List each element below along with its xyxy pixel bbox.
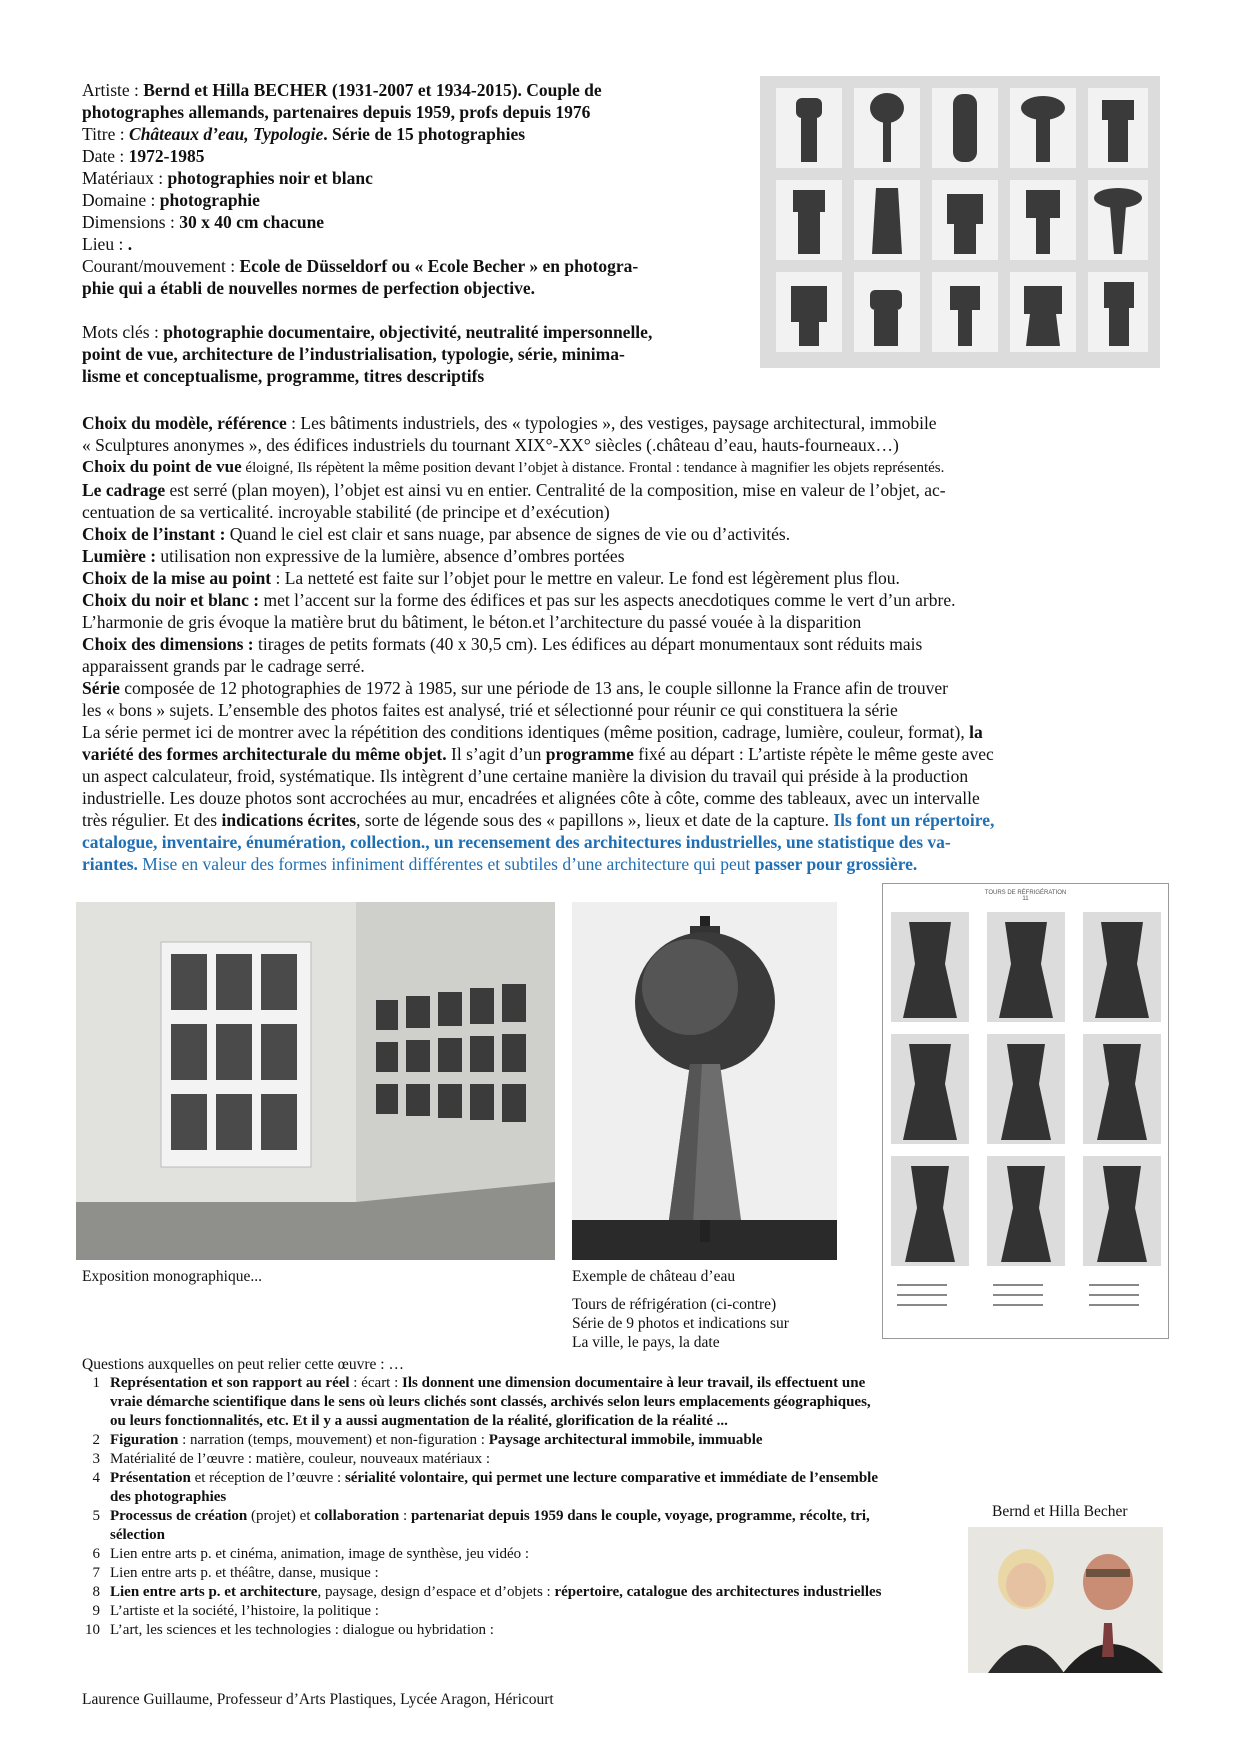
serie-text-5: un aspect calculateur, froid, systématique. Ils intègrent d’une certaine manière la division du travail qui préside à la production [82, 766, 969, 786]
serie-text-3: La série permet ici de montrer avec la répétition des conditions identiques (même position, cadrage, lumière, couleur, format), [82, 722, 970, 742]
question-t: : narration (temps, mouvement) et non-figuration : [178, 1432, 489, 1448]
question-v: partenariat depuis 1959 dans le couple, voyage, programme, récolte, tri, sélection [110, 1508, 870, 1543]
caption-tours-2: Série de 9 photos et indications sur [572, 1315, 789, 1332]
serie-heading: Série [82, 678, 120, 698]
serie-text-9c: passer pour grossière. [754, 854, 918, 874]
question-v: Paysage architectural immobile, immuable [488, 1432, 763, 1448]
question-t: (projet) et [247, 1508, 315, 1524]
plate-number: 11 [1022, 896, 1029, 902]
question-number: 1 [92, 1375, 100, 1391]
modele-text-2: « Sculptures anonymes », des édifices industriels du tournant XIX°-XX° siècles (.château d’eau, hauts-fourneaux…) [82, 435, 899, 455]
lieu-label: Lieu : [82, 234, 128, 254]
question-b: Processus de création [110, 1508, 248, 1524]
question-item [82, 1431, 882, 1450]
cadrage-text: est serré (plan moyen), l’objet est ainsi vu en entier. Centralité de la composition, mise en valeur de l’objet, ac- [165, 480, 946, 500]
serie-text-4d: fixé au départ : L’artiste répète le même geste avec [633, 744, 994, 764]
modele-heading: Choix du modèle, référence [82, 413, 287, 433]
questions-intro: Questions auxquelles on peut relier cette œuvre : … [82, 1356, 404, 1373]
dim-text: tirages de petits formats (40 x 30,5 cm). Les édifices au départ monumentaux sont réduits mais [253, 634, 923, 654]
serie-text-8: catalogue, inventaire, énumération, collection., un recensement des architectures industrielles, une statistique des va- [82, 832, 951, 852]
mots-label: Mots clés : [82, 322, 164, 342]
domaine-value: photographie [159, 190, 260, 210]
question-t: , paysage, design d’espace et d’objets : [317, 1584, 555, 1600]
question-number: 2 [92, 1432, 100, 1448]
question-item [82, 1602, 882, 1621]
courant-label: Courant/mouvement : [82, 256, 240, 276]
courant-value-2: phie qui a établi de nouvelles normes de perfection objective. [82, 278, 536, 298]
question-t: Matérialité de l’œuvre : matière, couleur, nouveaux matériaux : [110, 1451, 491, 1467]
serie-text-7b: indications écrites [221, 810, 357, 830]
question-t: et réception de l’œuvre : [190, 1470, 345, 1486]
dimensions-label: Dimensions : [82, 212, 180, 232]
question-number: 5 [92, 1508, 100, 1524]
dim-text-2: apparaissent grands par le cadrage serré. [82, 656, 365, 676]
questions-list [82, 1374, 882, 1640]
water-towers-grid-photo [760, 76, 1160, 368]
exhibition-photo [76, 902, 555, 1260]
plate-title: TOURS DE RÉFRIGÉRATION [984, 890, 1067, 896]
serie-text-7a: très régulier. Et des [82, 810, 222, 830]
instant-heading: Choix de l’instant : [82, 524, 226, 544]
question-b: Figuration [110, 1432, 179, 1448]
serie-text-1: composée de 12 photographies de 1972 à 1985, sur une période de 13 ans, le couple sillonne la France afin de trouver [119, 678, 948, 698]
question-item [82, 1507, 882, 1545]
date-value: 1972-1985 [128, 146, 205, 166]
serie-text-2: les « bons » sujets. L’ensemble des photos faites est analysé, trié et sélectionné pour réunir ce qui constituera la série [82, 700, 898, 720]
artiste-value-2: photographes allemands, partenaires depuis 1959, profs depuis 1976 [82, 102, 591, 122]
artiste-value: Bernd et Hilla BECHER (1931-2007 et 1934-2015). Couple de [143, 80, 602, 100]
cadrage-text-2: centuation de sa verticalité. incroyable stabilité (de principe et d’exécution) [82, 502, 610, 522]
titre-rest: . Série de 15 photographies [323, 124, 526, 144]
question-t: Lien entre arts p. et théâtre, danse, musique : [110, 1565, 379, 1581]
titre-label: Titre : [82, 124, 130, 144]
becher-portrait-photo [968, 1527, 1163, 1673]
water-tower-photo [572, 902, 837, 1260]
map-text: : La netteté est faite sur l’objet pour le mettre en valeur. Le fond est légèrement plus flou. [271, 568, 900, 588]
dimensions-value: 30 x 40 cm chacune [179, 212, 325, 232]
footer-author: Laurence Guillaume, Professeur d’Arts Plastiques, Lycée Aragon, Héricourt [82, 1691, 554, 1708]
serie-text-6: industrielle. Les douze photos sont accrochées au mur, encadrées et alignées côte à côte, comme des tableaux, avec un intervalle [82, 788, 980, 808]
caption-exemple: Exemple de château d’eau [572, 1268, 736, 1285]
question-number: 7 [92, 1565, 100, 1581]
question-item [82, 1583, 882, 1602]
lieu-value: . [127, 234, 133, 254]
serie-text-9a: riantes. [82, 854, 138, 874]
pdv-text: éloigné, Ils répètent la même position devant l’objet à distance. Frontal : tendance à magnifier les objets représentés. [241, 460, 945, 476]
header-info [82, 79, 762, 387]
lumiere-heading: Lumière : [82, 546, 157, 566]
question-v: sérialité volontaire, qui permet une lecture comparative et immédiate de l’ensemble des photographies [110, 1470, 879, 1505]
mots-value-2: point de vue, architecture de l’industrialisation, typologie, série, minima- [82, 344, 625, 364]
date-label: Date : [82, 146, 129, 166]
serie-text-3b: la [969, 722, 983, 742]
modele-text: : Les bâtiments industriels, des « typologies », des vestiges, paysage architectural, immobile [286, 413, 937, 433]
caption-tours-1: Tours de réfrigération (ci-contre) [572, 1296, 777, 1313]
dim-heading: Choix des dimensions : [82, 634, 254, 654]
question-b: Représentation et son rapport au réel [110, 1375, 350, 1391]
question-number: 6 [92, 1546, 100, 1562]
question-b2: collaboration [314, 1508, 400, 1524]
nb-text: met l’accent sur la forme des édifices et pas sur les aspects anecdotiques comme le vert d’un arbre. [259, 590, 956, 610]
question-item [82, 1564, 882, 1583]
cadrage-heading: Le cadrage [82, 480, 166, 500]
question-number: 9 [92, 1603, 100, 1619]
question-number: 10 [85, 1622, 100, 1638]
artiste-label: Artiste : [82, 80, 144, 100]
instant-text: Quand le ciel est clair et sans nuage, par absence de signes de vie ou d’activités. [225, 524, 791, 544]
materiaux-value: photographies noir et blanc [167, 168, 373, 188]
serie-text-4c: programme [545, 744, 634, 764]
question-item [82, 1469, 882, 1507]
question-item [82, 1621, 882, 1640]
question-item [82, 1374, 882, 1431]
mots-value-3: lisme et conceptualisme, programme, titres descriptifs [82, 366, 485, 386]
cooling-towers-plate [882, 883, 1169, 1339]
question-number: 3 [92, 1451, 100, 1467]
question-t: : écart : [349, 1375, 403, 1391]
materiaux-label: Matériaux : [82, 168, 168, 188]
question-item [82, 1545, 882, 1564]
lumiere-text: utilisation non expressive de la lumière, absence d’ombres portées [156, 546, 625, 566]
serie-text-4b: Il s’agit d’un [446, 744, 546, 764]
question-v: répertoire, catalogue des architectures industrielles [554, 1584, 882, 1600]
question-v: Ils donnent une dimension documentaire à leur travail, ils effectuent une vraie démarche scientifique dans le sens où leurs clichés sont classés, archivés selon leurs emplacements géographiques, ou leurs fonctionnalités, etc. Et il y a aussi augmentation de la réalité, glorification de la réalité ... [110, 1375, 871, 1429]
question-t: L’art, les sciences et les technologies : dialogue ou hybridation : [110, 1622, 494, 1638]
question-t2: : [399, 1508, 411, 1524]
domaine-label: Domaine : [82, 190, 160, 210]
serie-text-4a: variété des formes architecturale du même objet. [82, 744, 447, 764]
nb-heading: Choix du noir et blanc : [82, 590, 260, 610]
question-t: L’artiste et la société, l’histoire, la politique : [110, 1603, 379, 1619]
serie-text-7c: , sorte de légende sous des « papillons », lieux et date de la capture. [356, 810, 834, 830]
question-t: Lien entre arts p. et cinéma, animation, image de synthèse, jeu vidéo : [110, 1546, 530, 1562]
analysis-text [82, 412, 1162, 875]
questions-section [82, 1355, 882, 1640]
titre-value: Châteaux d’eau, Typologie [129, 124, 324, 144]
nb-text-2: L’harmonie de gris évoque la matière brut du bâtiment, le béton.et l’architecture du passé vouée à la disparition [82, 612, 862, 632]
caption-tours [572, 1295, 789, 1352]
caption-tours-3: La ville, le pays, la date [572, 1334, 720, 1351]
caption-becher: Bernd et Hilla Becher [992, 1503, 1128, 1520]
question-number: 8 [92, 1584, 100, 1600]
caption-exposition: Exposition monographique... [82, 1268, 262, 1285]
question-number: 4 [92, 1470, 100, 1486]
serie-text-7d: Ils font un répertoire, [833, 810, 995, 830]
map-heading: Choix de la mise au point [82, 568, 272, 588]
mots-value: photographie documentaire, objectivité, neutralité impersonnelle, [163, 322, 653, 342]
question-item [82, 1450, 882, 1469]
question-b: Lien entre arts p. et architecture [110, 1584, 318, 1600]
courant-value: Ecole de Düsseldorf ou « Ecole Becher » en photogra- [239, 256, 639, 276]
serie-text-9b: Mise en valeur des formes infiniment différentes et subtiles d’une architecture qui peut [137, 854, 755, 874]
question-b: Présentation [110, 1470, 191, 1486]
pdv-heading: Choix du point de vue [82, 457, 242, 476]
